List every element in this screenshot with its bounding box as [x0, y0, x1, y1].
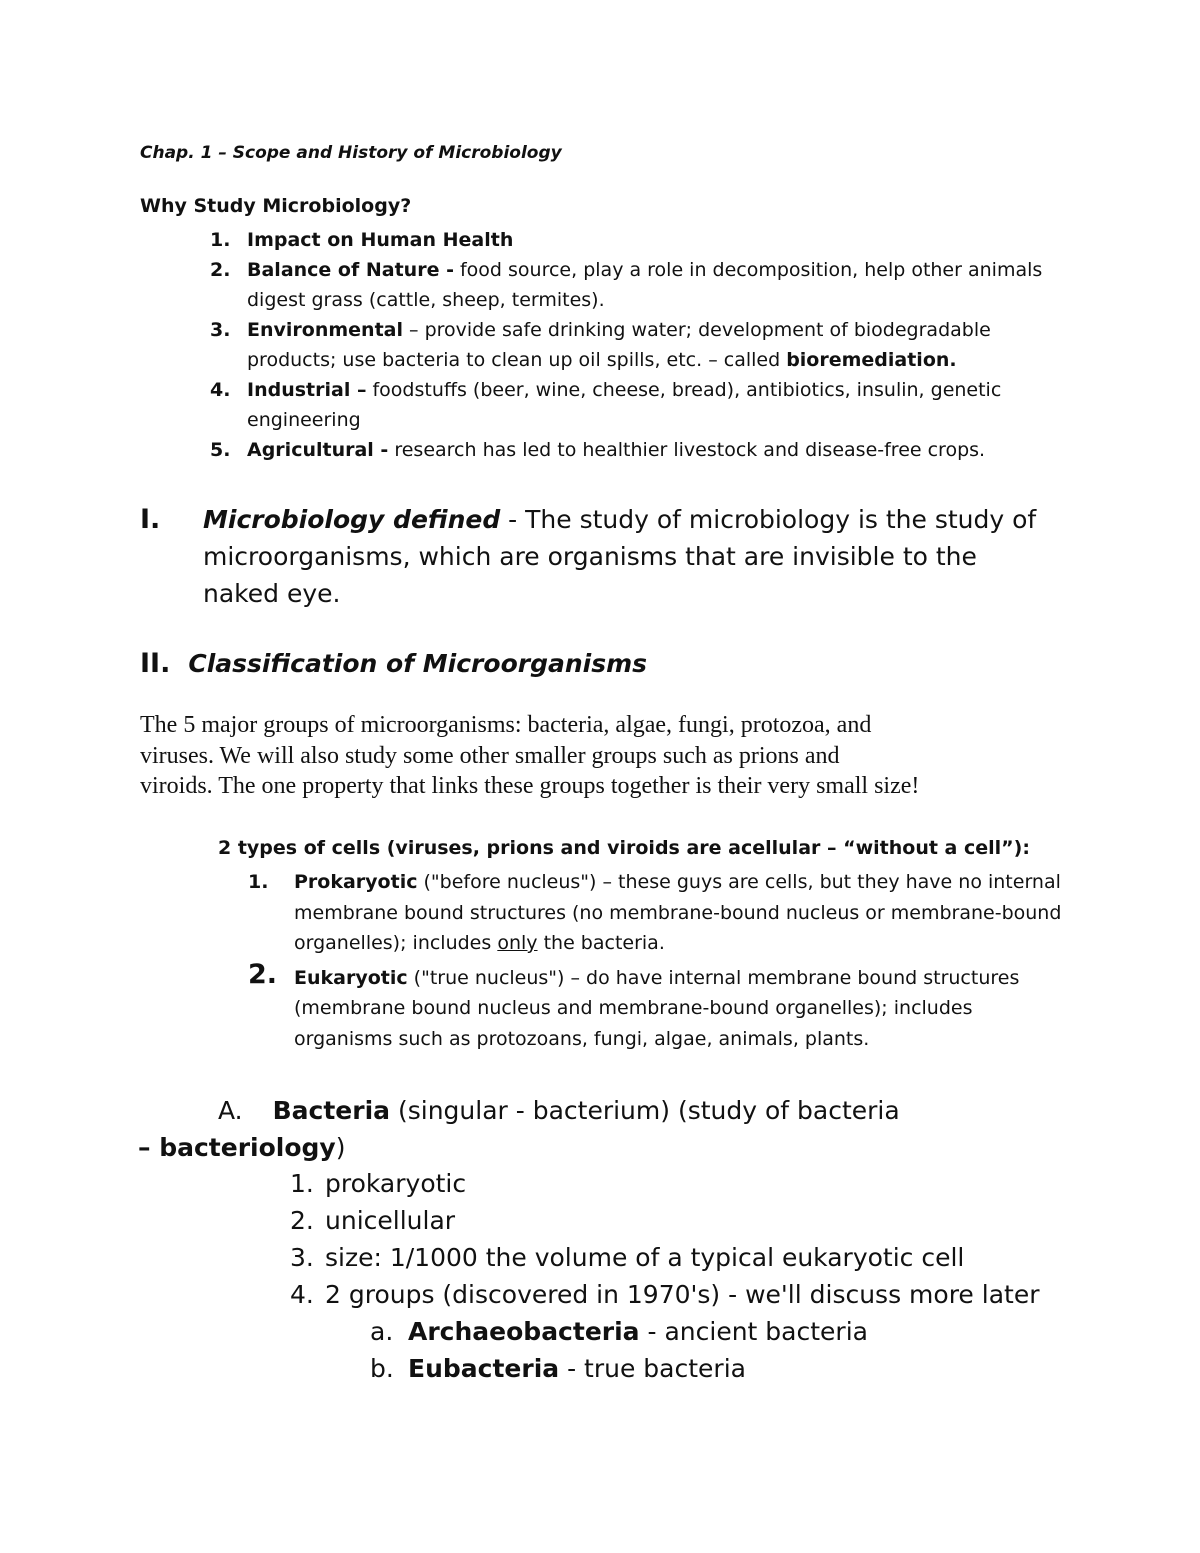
section-letter: A. [218, 1096, 243, 1125]
section-a-line [138, 1129, 1058, 1166]
item-number: 1. [290, 1169, 314, 1198]
section-title: Classification of Microorganisms [188, 649, 648, 678]
item-term-bioremediation: bioremediation. [786, 349, 957, 371]
section-a-line [138, 1092, 1058, 1129]
item-text: ("true nucleus") – do have internal membrane bound structures (membrane bound nucleus and membrane-bound organelles); includes organisms such as protozoans, fungi, algae, animals, plants. [294, 966, 1020, 1050]
chapter-title: Chap. 1 – Scope and History of Microbiology [140, 143, 562, 163]
section-2 [140, 648, 647, 679]
section-term: bacteriology [159, 1133, 336, 1162]
section-title: Bacteria [272, 1096, 391, 1125]
list-item [210, 315, 1070, 375]
item-text: - true bacteria [559, 1354, 746, 1383]
item-number: 3. [210, 319, 231, 341]
list-item [210, 225, 1070, 255]
section-body [203, 501, 1060, 612]
cell-types-list [248, 867, 1068, 1058]
item-term: Impact on Human Health [247, 229, 514, 251]
section-1 [140, 501, 1060, 612]
list-item [210, 375, 1070, 435]
dash: – [138, 1133, 160, 1162]
item-number: 2. [248, 958, 278, 990]
item-number: 4. [290, 1280, 314, 1309]
underlined-word: only [497, 932, 538, 954]
item-text: food source, play a role in decomposition, help other animals digest grass (cattle, sheep, termites). [247, 259, 1043, 311]
list-item [290, 1202, 1040, 1239]
paragraph-line: viroids. The one property that links these groups together is their very small size! [140, 773, 920, 799]
item-text: – provide safe drinking water; development of biodegradable products; use bacteria to clean up oil spills, etc. – called [247, 319, 991, 371]
section-text: (singular - bacterium) (study of bacteria [390, 1096, 900, 1125]
list-item [248, 958, 1068, 1055]
item-term: Environmental [247, 319, 403, 341]
item-text: - ancient bacteria [639, 1317, 868, 1346]
list-item [210, 435, 1070, 465]
item-term: Balance of Nature - [247, 259, 454, 281]
item-text: foodstuffs (beer, wine, cheese, bread), antibiotics, insulin, genetic engineering [247, 379, 1002, 431]
list-item [248, 867, 1068, 959]
list-item [370, 1350, 868, 1387]
item-number: 4. [210, 379, 231, 401]
item-letter: b. [370, 1354, 394, 1383]
item-number: 2. [210, 259, 231, 281]
list-item [290, 1165, 1040, 1202]
section-text: - The study of microbiology is the study of microorganisms, which are organisms that are invisible to the naked eye. [203, 505, 1037, 608]
why-list [210, 225, 1070, 465]
item-text: 2 groups (discovered in 1970's) - we'll discuss more later [325, 1280, 1040, 1309]
item-number: 5. [210, 439, 231, 461]
paragraph-line: viruses. We will also study some other smaller groups such as prions and [140, 742, 840, 769]
section-numeral: II. [140, 648, 171, 679]
item-term: Prokaryotic [294, 871, 418, 893]
list-item [290, 1239, 1040, 1276]
list-item [210, 255, 1070, 315]
item-text: ("before nucleus") – these guys are cells, but they have no internal membrane bound structures (no membrane-bound nucleus or membrane-bound organelles); includes [294, 871, 1062, 954]
section-title: Microbiology defined [203, 505, 501, 534]
close-paren: ) [335, 1133, 346, 1162]
groups-paragraph [140, 710, 1040, 802]
item-term: Archaeobacteria [408, 1317, 640, 1346]
item-term: Eukaryotic [294, 966, 408, 989]
item-text: research has led to healthier livestock and disease-free crops. [388, 439, 986, 461]
item-number: 1. [248, 871, 269, 893]
bacteria-properties-list [290, 1165, 1040, 1313]
item-number: 2. [290, 1206, 314, 1235]
item-number: 3. [290, 1243, 314, 1272]
list-item [290, 1276, 1040, 1313]
item-text: size: 1/1000 the volume of a typical eukaryotic cell [325, 1243, 965, 1272]
section-numeral: I. [140, 504, 161, 535]
why-heading: Why Study Microbiology? [140, 195, 412, 217]
item-letter: a. [370, 1317, 394, 1346]
item-text: the bacteria. [537, 932, 665, 954]
section-a [138, 1092, 1058, 1166]
item-number: 1. [210, 229, 231, 251]
cell-types-heading: 2 types of cells (viruses, prions and viroids are acellular – “without a cell”): [218, 837, 1030, 859]
bacteria-groups-list [370, 1313, 868, 1387]
item-term: Industrial – [247, 379, 367, 401]
item-term: Eubacteria [408, 1354, 560, 1383]
item-term: Agricultural - [247, 439, 389, 461]
list-item [370, 1313, 868, 1350]
item-text: prokaryotic [325, 1169, 467, 1198]
paragraph-line: The 5 major groups of microorganisms: bacteria, algae, fungi, protozoa, and [140, 712, 872, 738]
item-text: unicellular [325, 1206, 456, 1235]
